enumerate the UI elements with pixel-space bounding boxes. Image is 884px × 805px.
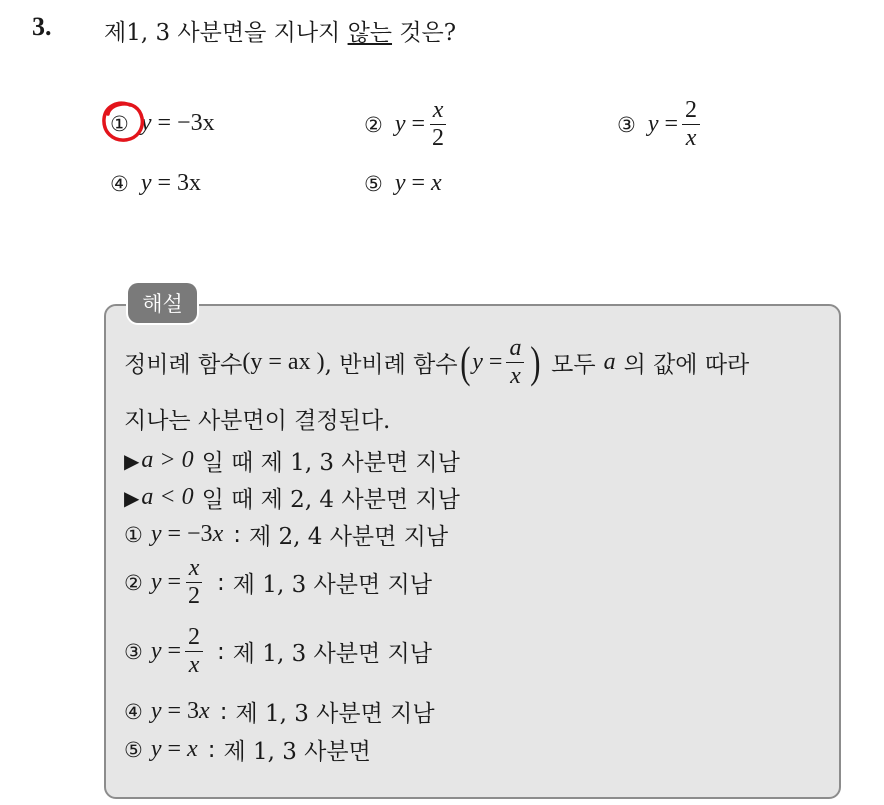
solution-line1-c: 모두: [551, 352, 596, 379]
solution-line1-d: 의 값에 따라: [623, 352, 750, 379]
rule2-condition: a < 0: [141, 484, 194, 510]
question-text-before: 제1, 3 사분면을 지나지: [104, 20, 348, 46]
rule1-text: 일 때 제 1, 3 사분면 지남: [201, 450, 460, 476]
solution-item-3: [124, 625, 432, 678]
question-text-after: 것은?: [392, 20, 457, 46]
choice-2[interactable]: [364, 98, 451, 151]
solution-line-2: [124, 402, 390, 435]
colon: :: [217, 569, 225, 596]
paren-close: ): [530, 337, 541, 387]
solution-tag: 해설: [128, 283, 197, 323]
choice-4[interactable]: [110, 170, 201, 197]
item-3-fraction: $\frac{2}{x}$: [185, 625, 203, 678]
item-4-marker: ④: [124, 699, 143, 724]
question-text: [104, 14, 456, 47]
solution-item-5: [124, 733, 371, 766]
item-1-equation: y = −3x: [150, 521, 224, 547]
solution-line1-y: y =: [472, 349, 503, 376]
answer-mark-circle: [100, 100, 146, 144]
item-1-marker: ①: [124, 522, 143, 547]
item-2-text: 제 1, 3 사분면 지남: [232, 572, 432, 599]
item-2-fraction: $\frac{x}{2}$: [185, 556, 203, 609]
choice-5-marker: ⑤: [364, 171, 383, 196]
colon: :: [217, 638, 225, 665]
item-1-text: 제 2, 4 사분면 지남: [248, 524, 449, 550]
choice-1-equation: y = −3x: [140, 110, 215, 136]
solution-line1-b: , 반비례 함수: [324, 352, 458, 379]
item-5-text: 제 1, 3 사분면: [223, 739, 371, 765]
choice-2-marker: ②: [364, 112, 383, 137]
solution-item-4: [124, 695, 435, 728]
choice-3-marker: ③: [617, 112, 636, 137]
colon: :: [219, 698, 228, 725]
solution-rule-2: [124, 481, 460, 514]
item-2-lhs: y =: [150, 569, 182, 596]
choice-3[interactable]: [617, 98, 704, 151]
item-4-text: 제 1, 3 사분면 지남: [235, 701, 435, 727]
choice-3-fraction: $\frac{2}{x}$: [682, 98, 700, 151]
rule1-condition: a > 0: [141, 447, 194, 473]
choice-2-fraction: $\frac{x}{2}$: [429, 98, 447, 151]
choice-5[interactable]: [364, 170, 442, 197]
solution-rule-1: [124, 444, 460, 477]
question-text-underlined: 않는: [347, 20, 393, 46]
solution-line-1: [124, 336, 749, 389]
item-4-equation: y = 3x: [150, 698, 210, 724]
colon: :: [233, 521, 241, 548]
item-3-lhs: y =: [150, 638, 182, 665]
choice-3-equation: y =: [647, 111, 679, 138]
triangle-bullet-icon: ▶: [124, 485, 140, 510]
item-5-marker: ⑤: [124, 737, 143, 762]
choice-4-equation: y = 3x: [140, 170, 202, 196]
solution-item-1: [124, 518, 448, 551]
item-5-equation: y = x: [150, 736, 198, 762]
solution-line1-var: a: [603, 349, 616, 376]
question-number: 3.: [32, 12, 52, 41]
item-3-text: 제 1, 3 사분면 지남: [232, 641, 432, 668]
choice-5-equation: y = x: [394, 170, 442, 196]
solution-line1-fraction: $\frac{a}{x}$: [506, 336, 524, 389]
colon: :: [207, 736, 216, 763]
choice-1-marker: ①: [110, 111, 129, 136]
solution-item-2: [124, 556, 432, 609]
rule2-text: 일 때 제 2, 4 사분면 지남: [201, 487, 460, 513]
solution-line1-a: 정비례 함수: [124, 352, 243, 379]
triangle-bullet-icon: ▶: [124, 448, 140, 473]
choice-4-marker: ④: [110, 171, 129, 196]
paren-open: (: [459, 337, 471, 387]
solution-line2-text: 지나는 사분면이 결정된다.: [124, 408, 391, 434]
solution-line1-eq: (y = ax ): [242, 349, 325, 376]
choice-2-equation: y =: [394, 111, 426, 138]
item-3-marker: ③: [124, 639, 143, 664]
item-2-marker: ②: [124, 570, 143, 595]
